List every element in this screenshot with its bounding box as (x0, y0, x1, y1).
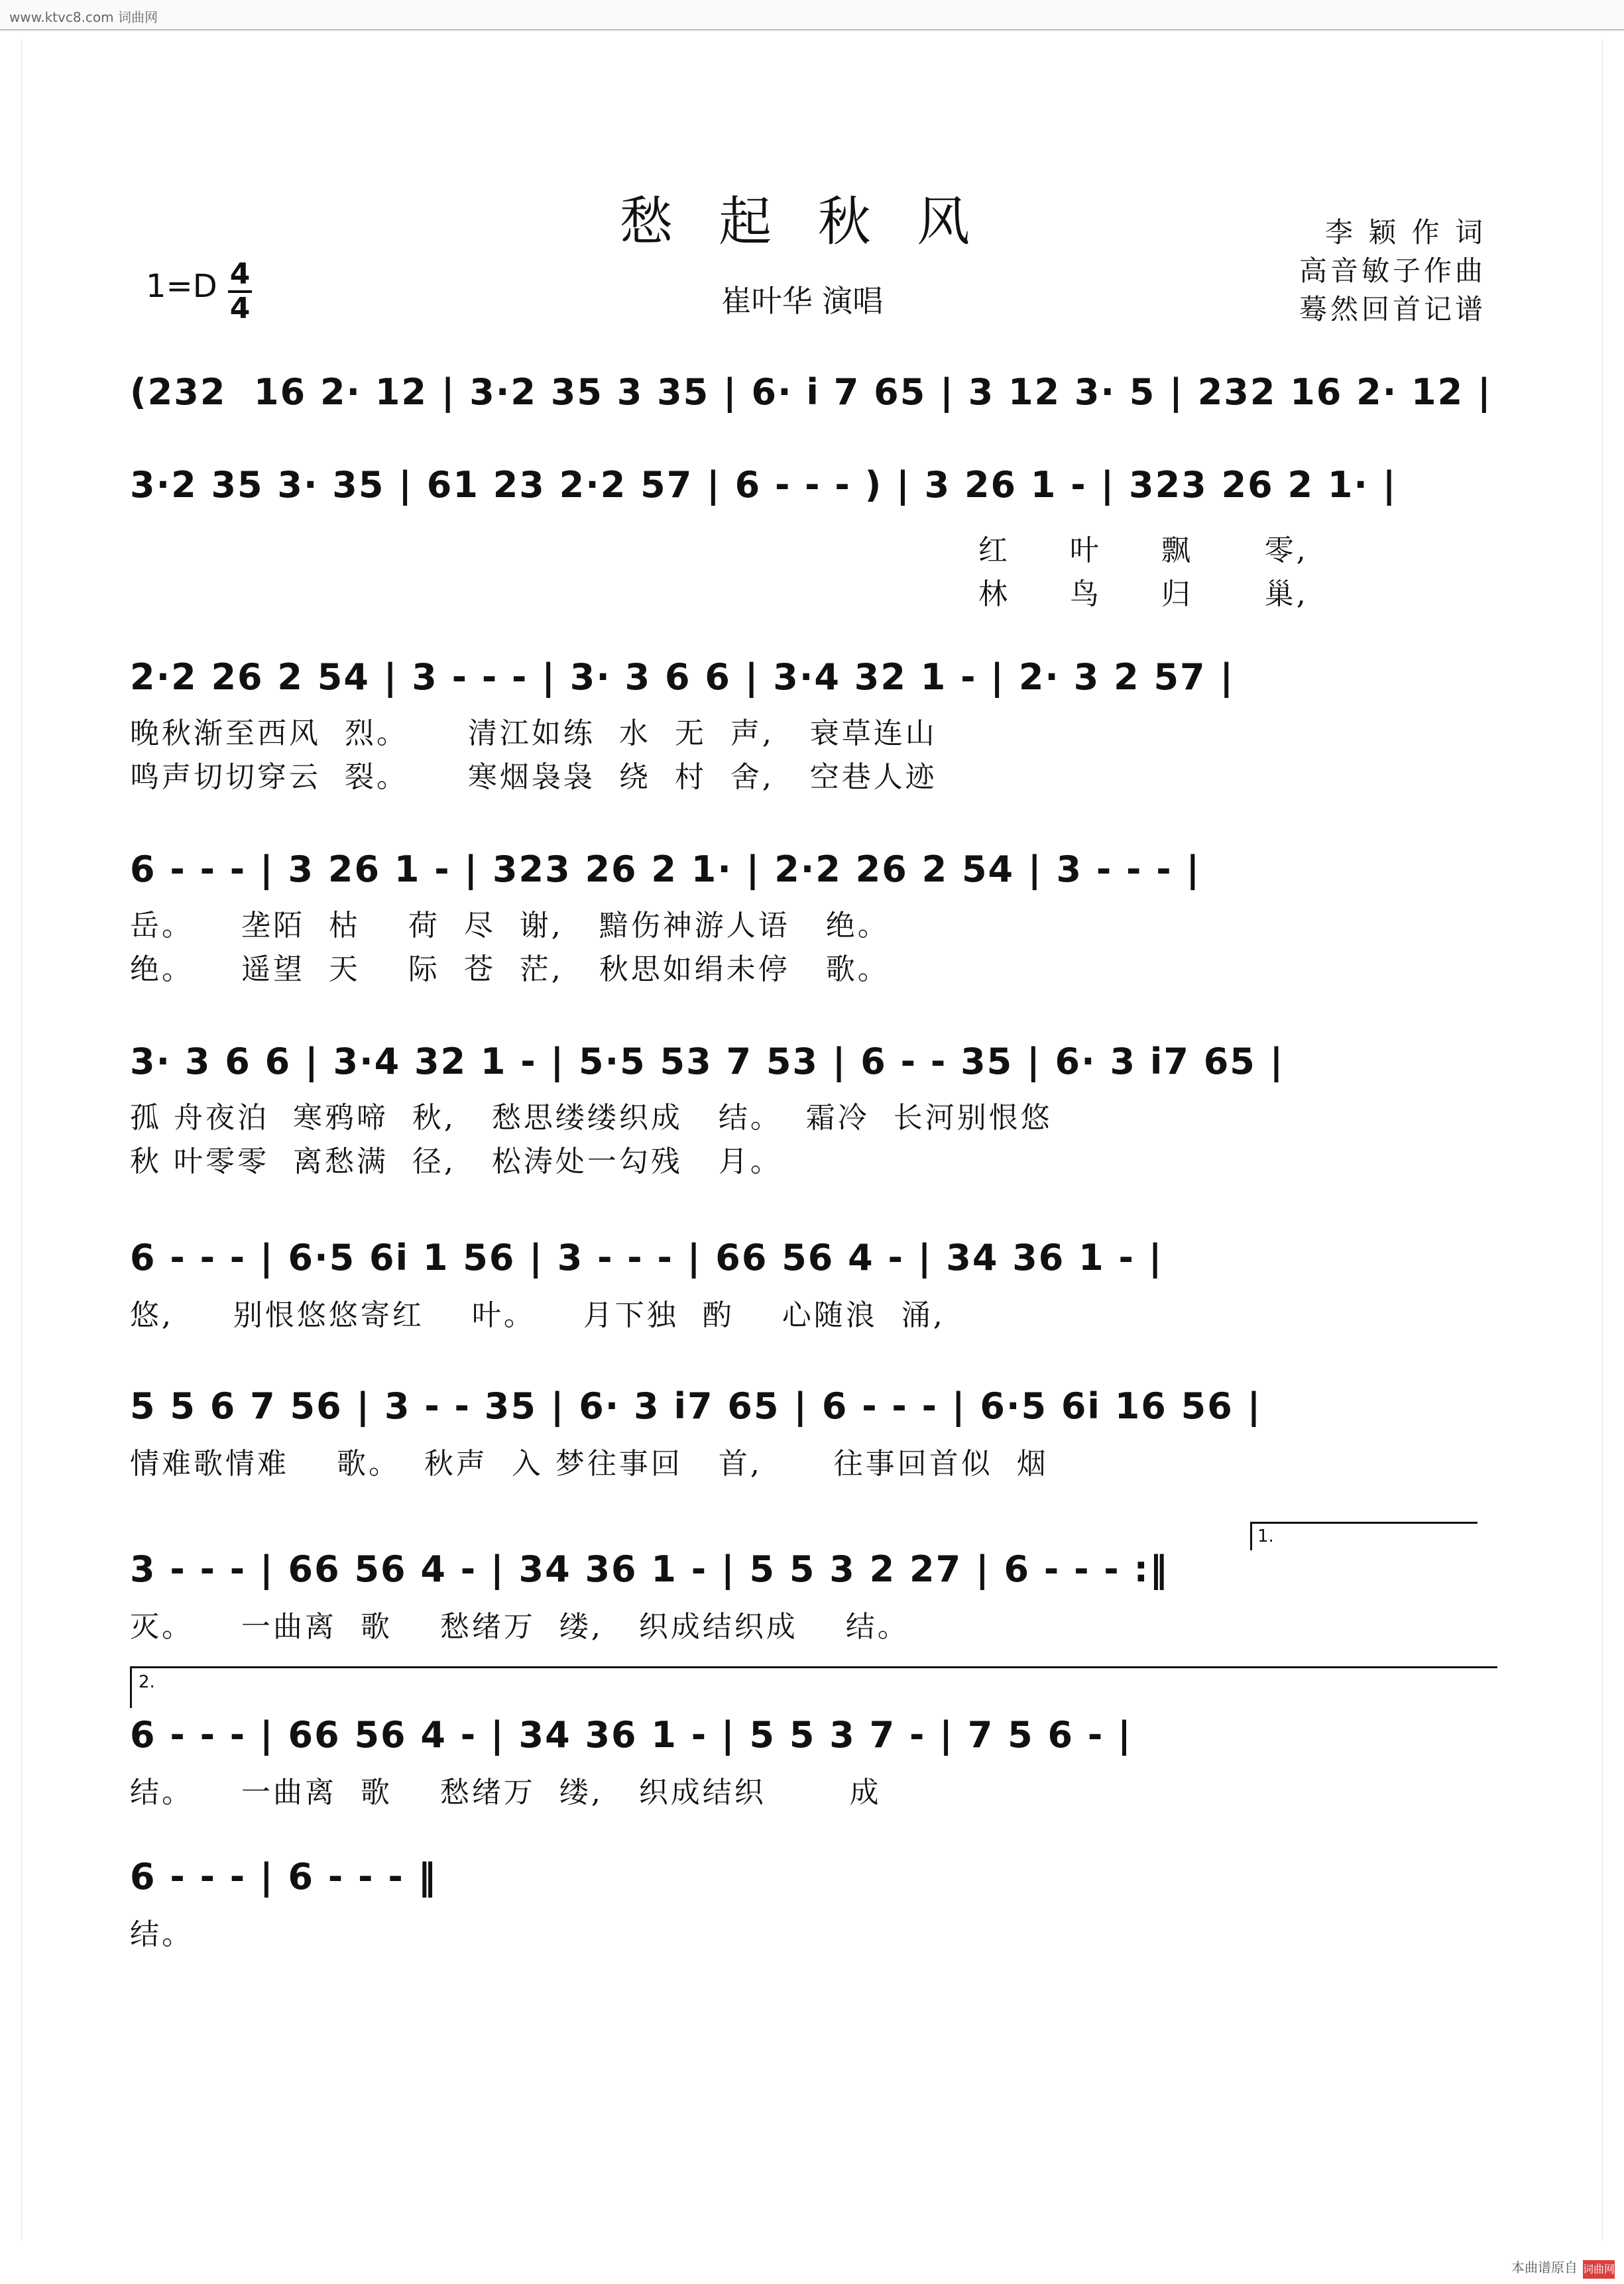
lyrics-verse-1: 红 叶 飘 零, (978, 534, 1308, 567)
notes-line: 6 - - - | 3 26 1 - | 323 26 2 1· | 2·2 26 2 54 | 3 - - - | (130, 848, 1201, 890)
score-row-2 (130, 464, 1495, 611)
lyrics-verse-1: 灭。 一曲离 歌 愁绪万 缕, 织成结织成 结。 (130, 1610, 909, 1644)
song-title: 愁 起 秋 风 (619, 191, 985, 253)
lyrics-verse-1: 情难歌情难 歌。 秋声 入 梦往事回 首, 往事回首似 烟 (130, 1447, 1049, 1481)
lyrics-verse-1: 悠, 别恨悠悠寄红 叶。 月下独 酌 心随浪 涌, (130, 1298, 945, 1332)
volta-second-ending (130, 1666, 1497, 1708)
score-row-6 (130, 1237, 1495, 1332)
notes-line: 3 - - - | 66 56 4 - | 34 36 1 - | 5 5 3 2 27 | 6 - - - :‖ (130, 1548, 1169, 1590)
lyricist-credit: 李 颖 作 词 (1324, 216, 1487, 249)
volta-first-label: 1. (1257, 1526, 1274, 1546)
notes-line: 6 - - - | 66 56 4 - | 34 36 1 - | 5 5 3 7 - | 7 5 6 - | (130, 1714, 1132, 1756)
notes-line: 3·2 35 3· 35 | 61 23 2·2 57 | 6 - - - ) | 3 26 1 - | 323 26 2 1· | (130, 464, 1397, 506)
notes-line: 2·2 26 2 54 | 3 - - - | 3· 3 6 6 | 3·4 32 1 - | 2· 3 2 57 | (130, 656, 1235, 698)
notes-line: 5 5 6 7 56 | 3 - - 35 | 6· 3 i7 65 | 6 - - - | 6·5 6i 16 56 | (130, 1385, 1262, 1427)
singer-credit: 崔叶华 演唱 (721, 283, 884, 319)
volta-first-ending (1250, 1522, 1478, 1550)
score-row-9 (130, 1672, 1495, 1809)
notes-line: (232 16 2· 12 | 3·2 35 3 35 | 6· i 7 65 | 3 12 3· 5 | 232 16 2· 12 | (130, 371, 1492, 413)
site-header-bar (0, 0, 1624, 30)
composer-credit: 高音敏子作曲 (1299, 255, 1487, 287)
lyrics-verse-1: 结。 一曲离 歌 愁绪万 缕, 织成结织 成 (130, 1776, 882, 1809)
time-numerator: 4 (229, 257, 251, 291)
score-row-5 (130, 1041, 1495, 1178)
lyrics-verse-2: 鸣声切切穿云 裂。 寒烟袅袅 绕 村 舍, 空巷人迹 (130, 760, 937, 794)
left-margin-strip (4, 40, 22, 2240)
key-signature (146, 257, 251, 325)
credits-block (1299, 213, 1486, 329)
notes-line: 6 - - - | 6·5 6i 1 56 | 3 - - - | 66 56 4 - | 34 36 1 - | (130, 1237, 1163, 1279)
score-row-7 (130, 1385, 1495, 1481)
transcriber-credit: 蓦然回首记谱 (1299, 293, 1487, 325)
footer-source-text: 本曲谱原自 (1511, 2259, 1578, 2275)
notes-line: 3· 3 6 6 | 3·4 32 1 - | 5·5 53 7 53 | 6 - - 35 | 6· 3 i7 65 | (130, 1041, 1285, 1082)
time-denominator: 4 (229, 292, 251, 325)
lyrics-verse-1: 晚秋渐至西风 烈。 清江如练 水 无 声, 衰草连山 (130, 716, 937, 750)
right-margin-strip (1602, 40, 1620, 2240)
notes-line: 6 - - - | 6 - - - ‖ (130, 1856, 437, 1898)
lyrics-verse-1: 孤 舟夜泊 寒鸦啼 秋, 愁思缕缕织成 结。 霜冷 长河别恨悠 (130, 1101, 1053, 1135)
score-row-10 (130, 1856, 1495, 1951)
score-row-8 (130, 1526, 1495, 1644)
time-signature (228, 257, 252, 325)
lyrics-verse-1: 结。 (130, 1917, 194, 1951)
site-url[interactable]: www.ktvc8.com 词曲网 (9, 9, 158, 25)
footer-site-logo[interactable]: 词曲网 (1583, 2260, 1615, 2279)
key-label: 1=D (146, 268, 217, 305)
volta-second-label: 2. (139, 1672, 155, 1692)
score-row-1 (130, 371, 1495, 413)
lyrics-verse-2: 绝。 遥望 天 际 苍 茫, 秋思如绢未停 歌。 (130, 952, 890, 986)
score-row-4 (130, 848, 1495, 986)
score-row-3 (130, 656, 1495, 794)
lyrics-verse-2: 秋 叶零零 离愁满 径, 松涛处一勾残 月。 (130, 1145, 782, 1178)
lyrics-verse-2: 林 鸟 归 巢, (978, 577, 1308, 611)
lyrics-verse-1: 岳。 垄陌 枯 荷 尽 谢, 黯伤神游人语 绝。 (130, 909, 890, 942)
